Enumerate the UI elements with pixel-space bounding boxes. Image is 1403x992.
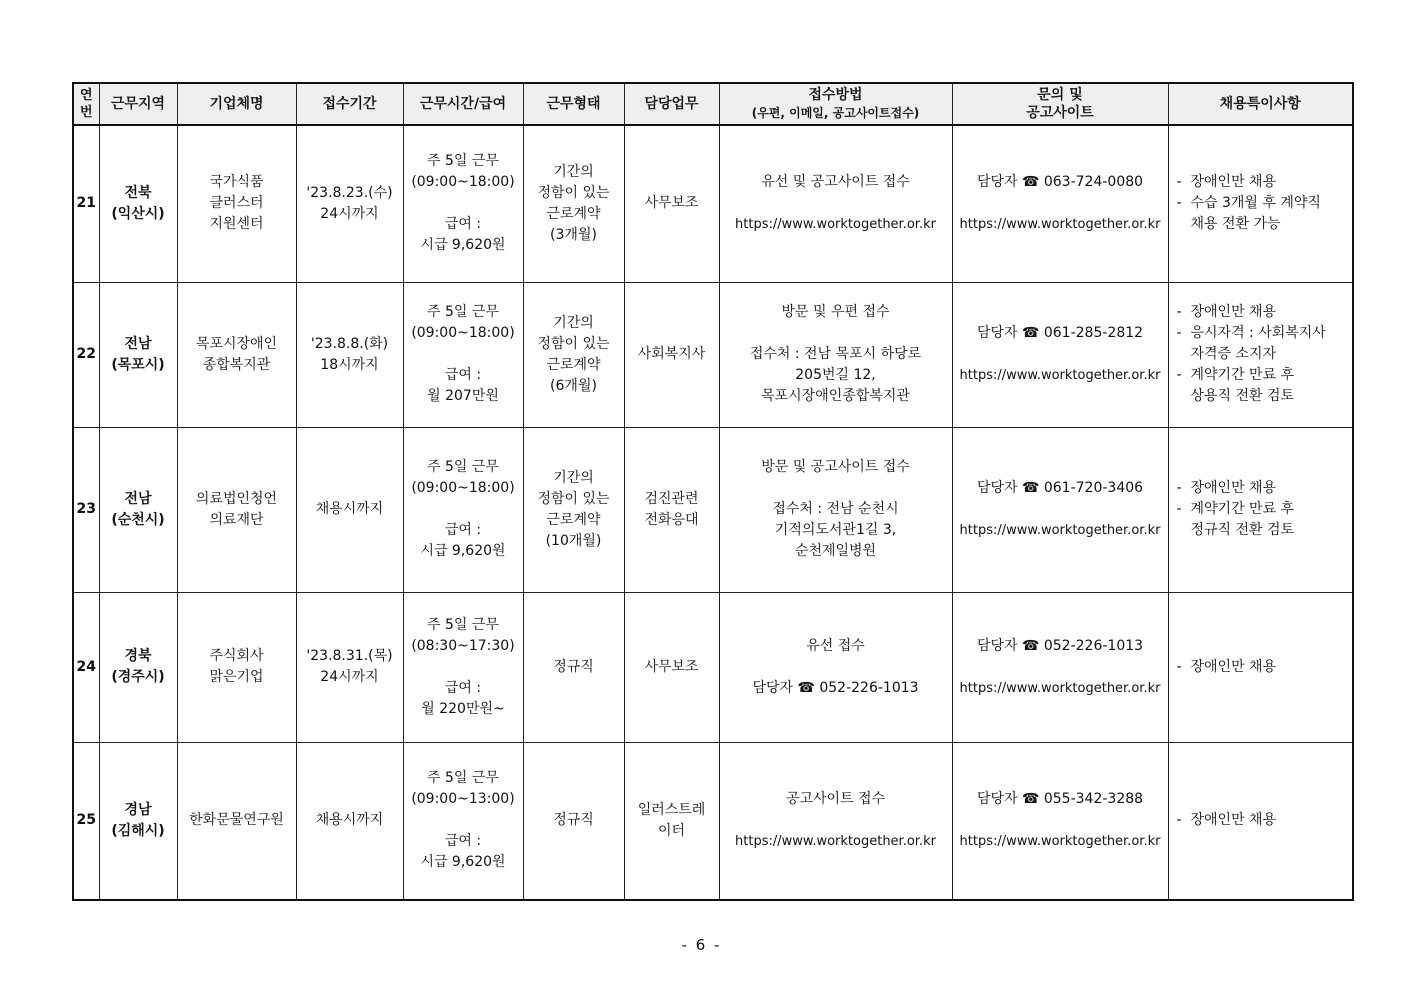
duty-cell: [624, 282, 719, 427]
table-body: [73, 125, 1353, 900]
notes-cell: [1168, 125, 1353, 282]
header-method-label: 접수방법: [808, 87, 863, 103]
pay-amount: 시급 9,620원: [420, 543, 506, 559]
region-province: 전북: [124, 184, 152, 201]
hours-pay-cell: [403, 282, 523, 427]
page-number: - 6 -: [681, 936, 722, 954]
note-item: [1177, 478, 1349, 499]
work-days: 주 5일 근무: [427, 459, 499, 475]
line-gap: [724, 323, 948, 344]
line-gap: [957, 810, 1164, 831]
contact-phone: 담당자 ☎ 052-226-1013: [976, 637, 1144, 654]
note-line: 채용 전환 가능: [1190, 216, 1281, 233]
company-name-line: 종합복지관: [202, 356, 271, 373]
work-type-line: 정규직: [553, 812, 594, 829]
method-detail-line: 순천제일병원: [794, 543, 877, 559]
note-line: - 장애인만 채용: [1190, 480, 1277, 496]
region-cell: [99, 427, 177, 592]
method-title: 유선 및 공고사이트 접수: [761, 174, 910, 191]
method-title: 방문 및 우편 접수: [781, 304, 890, 320]
contact-url: https://www.worktogether.or.kr: [959, 523, 1161, 538]
work-type-line: 근로계약: [546, 356, 601, 373]
work-time: (08:30~17:30): [411, 637, 515, 654]
region-city: (익산시): [111, 205, 165, 222]
row-number: 21: [73, 125, 99, 282]
note-item: [1177, 302, 1349, 323]
duty-line: 사무보조: [644, 195, 699, 212]
company-cell: [177, 282, 296, 427]
duty-line: 이터: [657, 822, 686, 839]
line-gap: [724, 810, 948, 831]
duty-line: 전화응대: [644, 511, 699, 528]
work-type-cell: [523, 592, 624, 742]
method-detail-line: https://www.worktogether.or.kr: [735, 834, 936, 850]
note-line: - 장애인만 채용: [1190, 658, 1277, 675]
company-name-line: 주식회사: [209, 648, 264, 664]
work-type-cell: [523, 125, 624, 282]
method-detail-line: 205번길 12,: [795, 367, 876, 383]
work-days: 주 5일 근무: [427, 153, 499, 170]
contact-cell: [952, 427, 1168, 592]
work-type-cell: [523, 427, 624, 592]
line-gap: [957, 499, 1164, 520]
note-item: [1177, 323, 1349, 365]
region-city: (목포시): [111, 356, 165, 373]
contact-cell: [952, 282, 1168, 427]
company-name-line: 의료재단: [209, 511, 264, 528]
contact-phone: 담당자 ☎ 055-342-3288: [976, 791, 1144, 808]
contact-url: https://www.worktogether.or.kr: [959, 834, 1161, 850]
work-type-line: 정함이 있는: [537, 184, 610, 201]
region-province: 경북: [124, 648, 152, 664]
header-contact: [952, 83, 1168, 125]
line-gap: [724, 193, 948, 214]
company-name-line: 의료법인청언: [195, 490, 278, 507]
header-hours-pay: 근무시간/급여: [403, 83, 523, 125]
period-line: 채용시까지: [315, 501, 384, 517]
header-period: 접수기간: [296, 83, 403, 125]
contact-url: https://www.worktogether.or.kr: [959, 368, 1161, 383]
table-row: [73, 282, 1353, 427]
period-cell: [296, 427, 403, 592]
hours-pay-cell: [403, 742, 523, 900]
work-days: 주 5일 근무: [427, 616, 499, 633]
duty-cell: [624, 125, 719, 282]
note-line: - 장애인만 채용: [1190, 304, 1277, 320]
company-name-line: 맑은기업: [209, 669, 264, 685]
contact-cell: [952, 592, 1168, 742]
note-line: - 장애인만 채용: [1190, 812, 1277, 829]
duty-line: 사회복지사: [637, 346, 706, 362]
contact-phone: 담당자 ☎ 061-720-3406: [976, 480, 1144, 496]
header-company: 기업체명: [177, 83, 296, 125]
method-title: 방문 및 공고사이트 접수: [761, 459, 910, 475]
work-type-line: 정함이 있는: [537, 335, 610, 352]
company-cell: [177, 125, 296, 282]
region-province: 전남: [124, 335, 152, 352]
note-line: 정규직 전환 검토: [1190, 522, 1295, 538]
method-detail-line: 목포시장애인종합복지관: [761, 388, 910, 404]
duty-cell: [624, 592, 719, 742]
region-city: (김해시): [111, 822, 165, 839]
hours-pay-cell: [403, 427, 523, 592]
company-name-line: 한화문물연구원: [189, 812, 284, 829]
hours-pay-cell: [403, 125, 523, 282]
work-time: (09:00~18:00): [411, 174, 515, 191]
work-type-line: 기간의: [553, 163, 594, 180]
note-line: - 계약기간 만료 후: [1190, 501, 1295, 517]
header-duty: 담당업무: [624, 83, 719, 125]
header-contact-line-1: 문의 및: [1037, 87, 1083, 103]
notes-cell: [1168, 592, 1353, 742]
note-item: [1177, 657, 1349, 678]
company-cell: [177, 592, 296, 742]
region-cell: [99, 742, 177, 900]
header-work-type: 근무형태: [523, 83, 624, 125]
line-gap: [957, 344, 1164, 365]
row-number: 22: [73, 282, 99, 427]
contact-cell: [952, 742, 1168, 900]
note-line: - 장애인만 채용: [1190, 174, 1277, 191]
period-line: 18시까지: [320, 356, 379, 373]
region-city: (경주시): [111, 669, 165, 685]
notes-cell: [1168, 427, 1353, 592]
header-no-label: 연번: [79, 88, 93, 120]
region-cell: [99, 592, 177, 742]
header-method: [719, 83, 952, 125]
pay-amount: 시급 9,620원: [420, 854, 506, 871]
work-time: (09:00~18:00): [411, 325, 515, 341]
company-cell: [177, 742, 296, 900]
note-item: [1177, 499, 1349, 541]
region-province: 전남: [124, 490, 152, 507]
hours-pay-cell: [403, 592, 523, 742]
work-type-line: 정함이 있는: [537, 490, 610, 507]
period-line: 채용시까지: [315, 812, 384, 829]
note-item: [1177, 810, 1349, 831]
method-title: 유선 접수: [806, 637, 865, 654]
line-gap: [724, 478, 948, 499]
note-line: - 계약기간 만료 후: [1190, 367, 1295, 383]
line-gap: [408, 193, 519, 214]
work-type-cell: [523, 282, 624, 427]
period-line: '23.8.31.(목): [306, 648, 393, 664]
work-type-line: (3개월): [550, 226, 597, 243]
pay-label: 급여 :: [444, 367, 482, 383]
row-number: 24: [73, 592, 99, 742]
line-gap: [408, 499, 519, 520]
region-province: 경남: [124, 801, 152, 818]
company-cell: [177, 427, 296, 592]
line-gap: [724, 657, 948, 678]
duty-cell: [624, 427, 719, 592]
duty-cell: [624, 742, 719, 900]
method-cell: [719, 592, 952, 742]
header-region: 근무지역: [99, 83, 177, 125]
method-cell: [719, 742, 952, 900]
pay-amount: 월 207만원: [427, 388, 499, 404]
table-row: [73, 742, 1353, 900]
method-detail-line: 접수처 : 전남 순천시: [772, 501, 899, 517]
company-name-line: 클러스터: [209, 195, 264, 212]
method-detail-line: 기적의도서관1길 3,: [774, 522, 897, 538]
method-detail-line: https://www.worktogether.or.kr: [735, 217, 936, 233]
method-cell: [719, 427, 952, 592]
pay-amount: 시급 9,620원: [420, 237, 506, 254]
row-number: 23: [73, 427, 99, 592]
note-line: - 응시자격 : 사회복지사: [1190, 325, 1326, 341]
note-line: - 수습 3개월 후 계약직: [1190, 195, 1321, 212]
duty-line: 검진관련: [644, 490, 699, 507]
period-cell: [296, 282, 403, 427]
work-time: (09:00~18:00): [411, 480, 515, 496]
work-time: (09:00~13:00): [411, 791, 515, 808]
region-cell: [99, 125, 177, 282]
notes-cell: [1168, 282, 1353, 427]
duty-line: 일러스트레: [637, 801, 706, 818]
contact-phone: 담당자 ☎ 061-285-2812: [976, 325, 1144, 341]
period-cell: [296, 742, 403, 900]
work-type-line: (6개월): [550, 377, 597, 394]
work-type-line: 근로계약: [546, 205, 601, 222]
contact-url: https://www.worktogether.or.kr: [959, 680, 1161, 696]
line-gap: [957, 657, 1164, 678]
pay-label: 급여 :: [444, 216, 482, 233]
period-cell: [296, 592, 403, 742]
header-method-sub: (우편, 이메일, 공고사이트접수): [751, 106, 920, 120]
period-line: '23.8.8.(화): [310, 335, 389, 352]
work-days: 주 5일 근무: [427, 304, 499, 320]
line-gap: [408, 657, 519, 678]
method-cell: [719, 282, 952, 427]
contact-cell: [952, 125, 1168, 282]
note-item: [1177, 172, 1349, 193]
work-type-line: (10개월): [545, 532, 602, 549]
pay-label: 급여 :: [444, 522, 482, 538]
note-item: [1177, 193, 1349, 235]
table-row: [73, 592, 1353, 742]
header-contact-line-2: 공고사이트: [1026, 105, 1094, 121]
pay-amount: 월 220만원~: [421, 700, 505, 717]
pay-label: 급여 :: [444, 679, 482, 696]
work-type-line: 기간의: [553, 314, 594, 331]
work-type-cell: [523, 742, 624, 900]
pay-label: 급여 :: [444, 833, 482, 850]
contact-phone: 담당자 ☎ 063-724-0080: [976, 174, 1144, 191]
note-line: 상용직 전환 검토: [1190, 388, 1295, 404]
company-name-line: 지원센터: [209, 216, 264, 233]
notes-cell: [1168, 742, 1353, 900]
period-line: 24시까지: [320, 669, 379, 685]
job-listing-table: [72, 82, 1354, 901]
row-number: 25: [73, 742, 99, 900]
method-detail-line: 담당자 ☎ 052-226-1013: [752, 679, 919, 696]
period-cell: [296, 125, 403, 282]
work-type-line: 기간의: [553, 469, 594, 486]
period-line: 24시까지: [320, 205, 379, 222]
line-gap: [408, 344, 519, 365]
note-item: [1177, 365, 1349, 407]
work-days: 주 5일 근무: [427, 770, 499, 787]
line-gap: [957, 193, 1164, 214]
line-gap: [408, 810, 519, 831]
region-city: (순천시): [111, 511, 165, 528]
method-cell: [719, 125, 952, 282]
table-row: [73, 125, 1353, 282]
company-name-line: 국가식품: [209, 174, 264, 191]
work-type-line: 정규직: [553, 658, 594, 675]
note-line: 자격증 소지자: [1190, 346, 1277, 362]
table-row: [73, 427, 1353, 592]
duty-line: 사무보조: [644, 658, 699, 675]
region-cell: [99, 282, 177, 427]
header-notes: 채용특이사항: [1168, 83, 1353, 125]
work-type-line: 근로계약: [546, 511, 601, 528]
company-name-line: 목포시장애인: [195, 335, 278, 352]
period-line: '23.8.23.(수): [306, 184, 393, 201]
table-header-row: [73, 83, 1353, 125]
header-no: [73, 83, 99, 125]
contact-url: https://www.worktogether.or.kr: [959, 217, 1161, 233]
method-title: 공고사이트 접수: [785, 791, 886, 808]
method-detail-line: 접수처 : 전남 목포시 하당로: [749, 346, 922, 362]
